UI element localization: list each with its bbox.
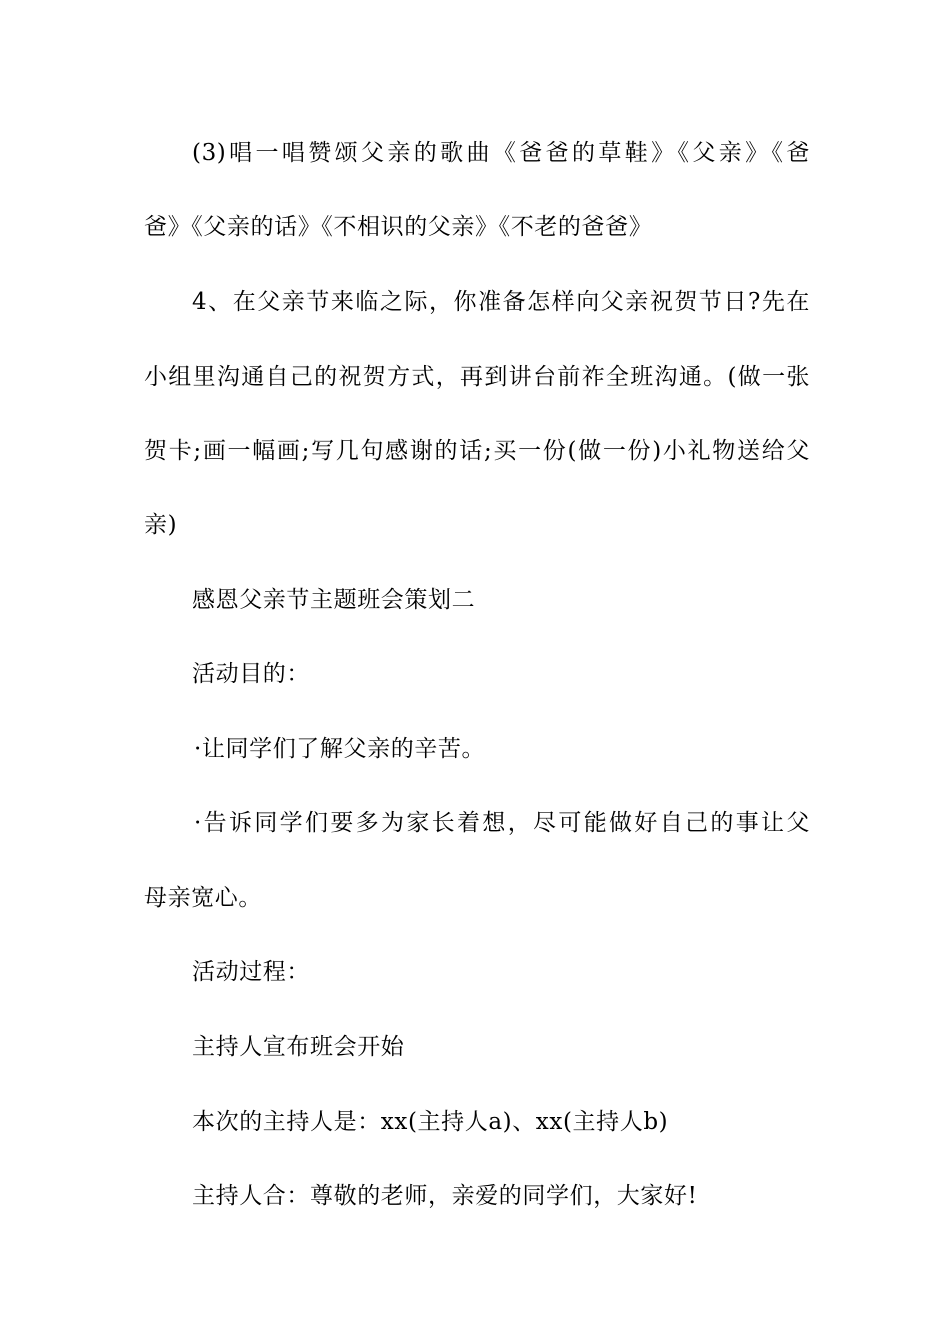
paragraph-line: 亲) [144, 512, 178, 538]
paragraph-line: 爸》《父亲的话》《不相识的父亲》《不老的爸爸》 [144, 214, 653, 240]
bullet-item: ·让同学们了解父亲的辛苦。 [194, 736, 486, 762]
paragraph-line: 母亲宽心。 [144, 885, 262, 911]
paragraph-line: (3)唱一唱赞颂父亲的歌曲《爸爸的草鞋》《父亲》《爸 [192, 140, 810, 166]
paragraph-line: 主持人合：尊敬的老师，亲爱的同学们，大家好! [192, 1183, 698, 1209]
paragraph-line: 贺卡;画一幅画;写几句感谢的话;买一份(做一份)小礼物送给父 [144, 438, 810, 464]
paragraph-line: 主持人宣布班会开始 [192, 1034, 405, 1060]
subheading: 活动过程： [192, 959, 310, 985]
paragraph-line: 小组里沟通自己的祝贺方式，再到讲台前祚全班沟通。(做一张 [144, 364, 810, 390]
paragraph-line: 本次的主持人是：xx(主持人a)、xx(主持人b) [192, 1109, 669, 1135]
section-heading: 感恩父亲节主题班会策划二 [192, 587, 476, 613]
paragraph-line: 4、在父亲节来临之际，你准备怎样向父亲祝贺节日?先在 [192, 289, 810, 315]
bullet-item: ·告诉同学们要多为家长着想，尽可能做好自己的事让父 [194, 810, 810, 836]
subheading: 活动目的： [192, 661, 310, 687]
